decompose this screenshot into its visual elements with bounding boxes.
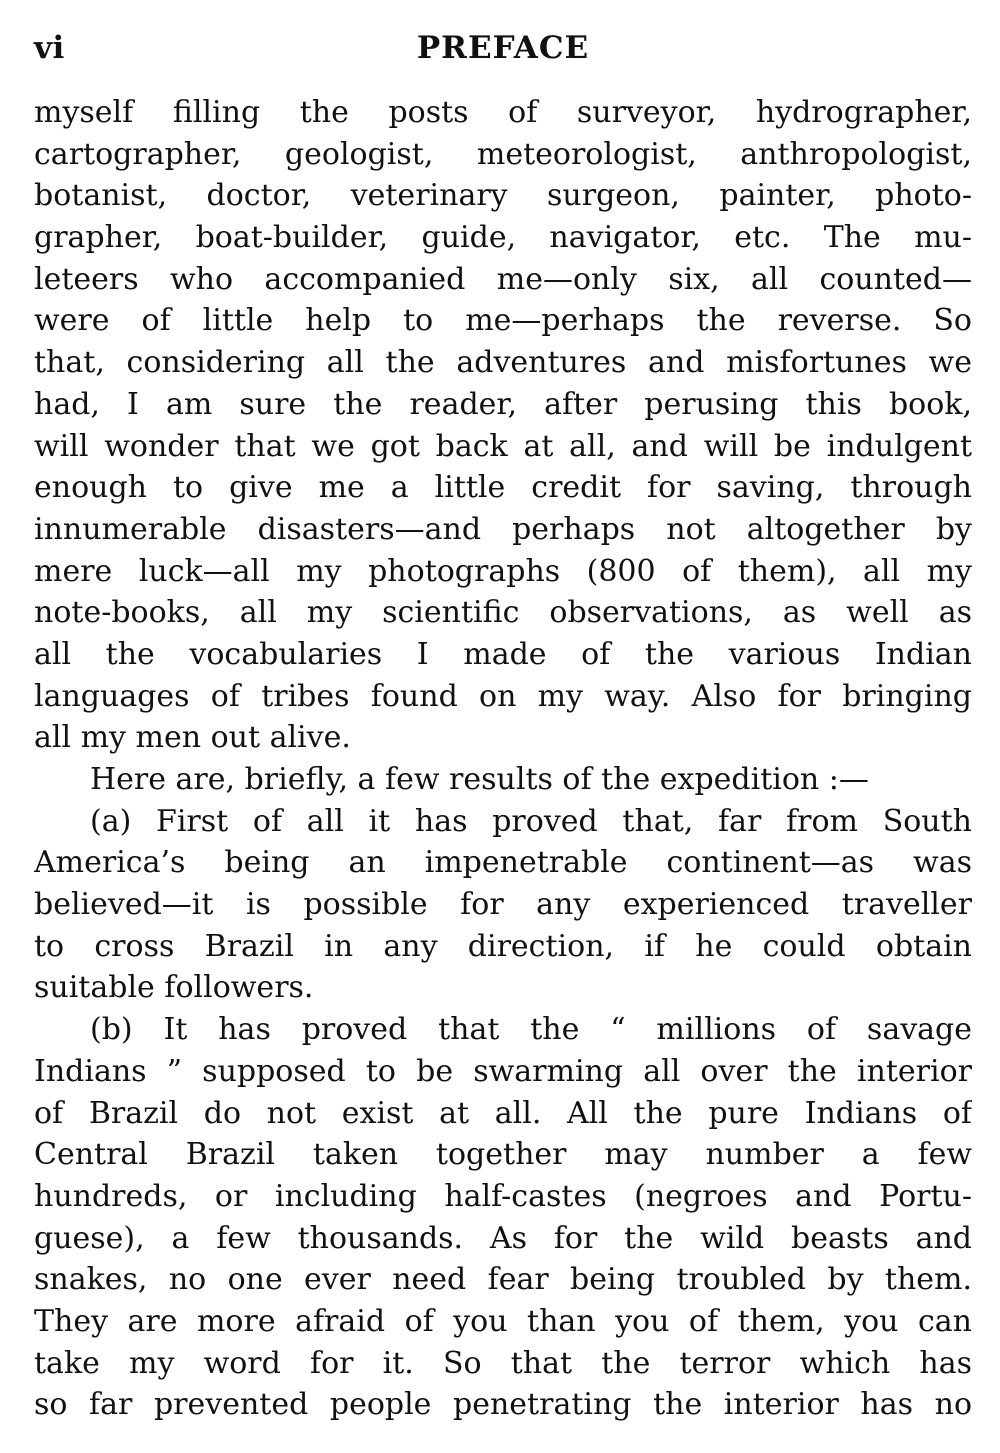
text-line: America’s being an impenetrable continent—as was — [34, 845, 972, 881]
text-line: myself filling the posts of surveyor, hydrographer, — [34, 95, 972, 130]
text-line: all my men out alive. — [34, 720, 351, 756]
page-header — [34, 30, 972, 78]
text-line: mere luck—all my photographs (800 of them), all my — [34, 553, 972, 589]
text-line: (b) It has proved that the “ millions of savage — [90, 1012, 972, 1048]
text-line: to cross Brazil in any direction, if he could obtain — [34, 928, 972, 964]
text-line: that, considering all the adventures and misfortunes we — [34, 345, 972, 381]
text-line: leteers who accompanied me—only six, all counted— — [34, 261, 972, 297]
text-line: believed—it is possible for any experienced traveller — [34, 887, 972, 923]
text-line: so far prevented people penetrating the interior has no — [34, 1387, 972, 1423]
running-title: PREFACE — [416, 30, 590, 66]
page-number: vi — [34, 30, 65, 66]
text-line: enough to give me a little credit for saving, through — [34, 470, 972, 506]
text-line: note-books, all my scientific observations, as well as — [34, 595, 972, 631]
text-line: innumerable disasters—and perhaps not altogether by — [34, 511, 972, 547]
text-line: Indians ” supposed to be swarming all over the interior — [34, 1053, 972, 1089]
text-line: all the vocabularies I made of the various Indian — [34, 636, 972, 672]
text-line: languages of tribes found on my way. Also for bringing — [34, 678, 972, 714]
body-text — [34, 92, 972, 1426]
text-line: suitable followers. — [34, 970, 314, 1006]
text-line: cartographer, geologist, meteorologist, anthropologist, — [34, 136, 972, 172]
text-line: guese), a few thousands. As for the wild beasts and — [34, 1220, 972, 1256]
text-line: snakes, no one ever need fear being troubled by them. — [34, 1262, 972, 1298]
text-line: Central Brazil taken together may number a few — [34, 1137, 972, 1173]
text-line: (a) First of all it has proved that, far from South — [90, 803, 972, 839]
text-line: grapher, boat-builder, guide, navigator, etc. The mu- — [34, 220, 972, 256]
text-line: Here are, briefly, a few results of the expedition :— — [90, 762, 869, 797]
text-line: botanist, doctor, veterinary surgeon, painter, photo- — [34, 178, 972, 214]
text-line: They are more afraid of you than you of them, you can — [34, 1303, 972, 1339]
text-line: had, I am sure the reader, after perusing this book, — [34, 386, 972, 422]
text-line: of Brazil do not exist at all. All the pure Indians of — [34, 1095, 972, 1131]
text-line: were of little help to me—perhaps the reverse. So — [34, 303, 972, 339]
text-line: take my word for it. So that the terror which has — [34, 1345, 972, 1381]
text-line: will wonder that we got back at all, and will be indulgent — [34, 428, 972, 464]
text-line: hundreds, or including half-castes (negroes and Portu- — [34, 1178, 972, 1214]
